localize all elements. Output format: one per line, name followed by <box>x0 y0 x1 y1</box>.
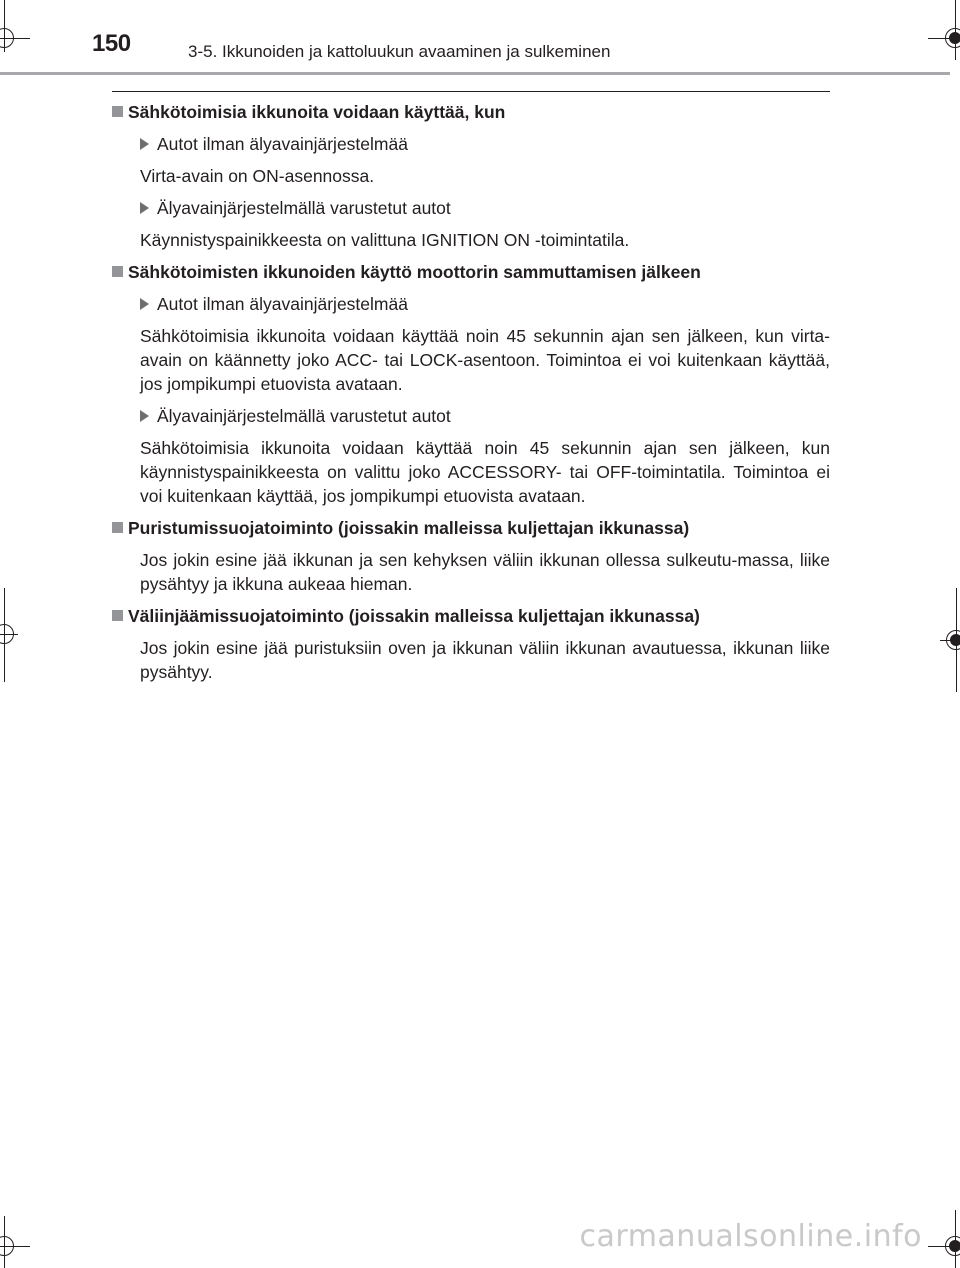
section-heading-text: Sähkötoimisia ikkunoita voidaan käyttää, kun <box>128 102 506 122</box>
arrow-bullet-icon <box>140 202 149 214</box>
arrow-bullet-icon <box>140 298 149 310</box>
header-rule <box>0 72 950 75</box>
section-title: 3-5. Ikkunoiden ja kattoluukun avaaminen ja sulkeminen <box>188 42 611 61</box>
section-heading <box>112 516 830 540</box>
square-bullet-icon <box>112 522 123 533</box>
subsection-label-text: Autot ilman älyavainjärjestelmää <box>157 134 408 154</box>
subsection-label-text: Älyavainjärjestelmällä varustetut autot <box>157 198 451 218</box>
body-paragraph: Jos jokin esine jää puristuksiin oven ja ikkunan väliin ikkunan avautuessa, ikkunan liike pysähtyy. <box>140 638 830 682</box>
section-heading <box>112 100 830 124</box>
square-bullet-icon <box>112 610 123 621</box>
watermark: carmanualsonline.info <box>579 1219 922 1254</box>
body-paragraph: Virta-avain on ON-asennossa. <box>140 166 375 186</box>
section-heading <box>112 260 830 284</box>
manual-content <box>112 100 830 692</box>
body-paragraph: Jos jokin esine jää ikkunan ja sen kehyksen väliin ikkunan ollessa sulkeutu-massa, liike pysähtyy ja ikkuna aukeaa hieman. <box>140 550 830 594</box>
subsection-label <box>112 292 830 316</box>
arrow-bullet-icon <box>140 138 149 150</box>
section-heading-text: Puristumissuojatoiminto (joissakin malleissa kuljettajan ikkunassa) <box>128 518 690 538</box>
square-bullet-icon <box>112 106 123 117</box>
subsection-label-text: Autot ilman älyavainjärjestelmää <box>157 294 408 314</box>
section-heading-text: Sähkötoimisten ikkunoiden käyttö moottorin sammuttamisen jälkeen <box>128 262 701 282</box>
content-top-rule <box>112 91 830 92</box>
page-number: 150 <box>92 30 131 57</box>
subsection-label <box>112 196 830 220</box>
body-paragraph: Sähkötoimisia ikkunoita voidaan käyttää noin 45 sekunnin ajan sen jälkeen, kun käynnistyspainikkeesta on valittu joko ACCESSORY- tai OFF-toimintatila. Toimintoa ei voi kuitenkaan käyttää, jos jompikumpi etuovista avataan. <box>140 438 830 506</box>
body-paragraph: Sähkötoimisia ikkunoita voidaan käyttää noin 45 sekunnin ajan sen jälkeen, kun virta-avain on käännetty joko ACC- tai LOCK-asentoon. Toimintoa ei voi kuitenkaan käyttää, jos jompikumpi etuovista avataan. <box>140 326 830 394</box>
subsection-label-text: Älyavainjärjestelmällä varustetut autot <box>157 406 451 426</box>
square-bullet-icon <box>112 266 123 277</box>
subsection-label <box>112 404 830 428</box>
body-paragraph: Käynnistyspainikkeesta on valittuna IGNITION ON -toimintatila. <box>140 230 630 250</box>
section-heading-text: Väliinjäämissuojatoiminto (joissakin malleissa kuljettajan ikkunassa) <box>128 606 700 626</box>
subsection-label <box>112 132 830 156</box>
arrow-bullet-icon <box>140 410 149 422</box>
section-heading <box>112 604 830 628</box>
